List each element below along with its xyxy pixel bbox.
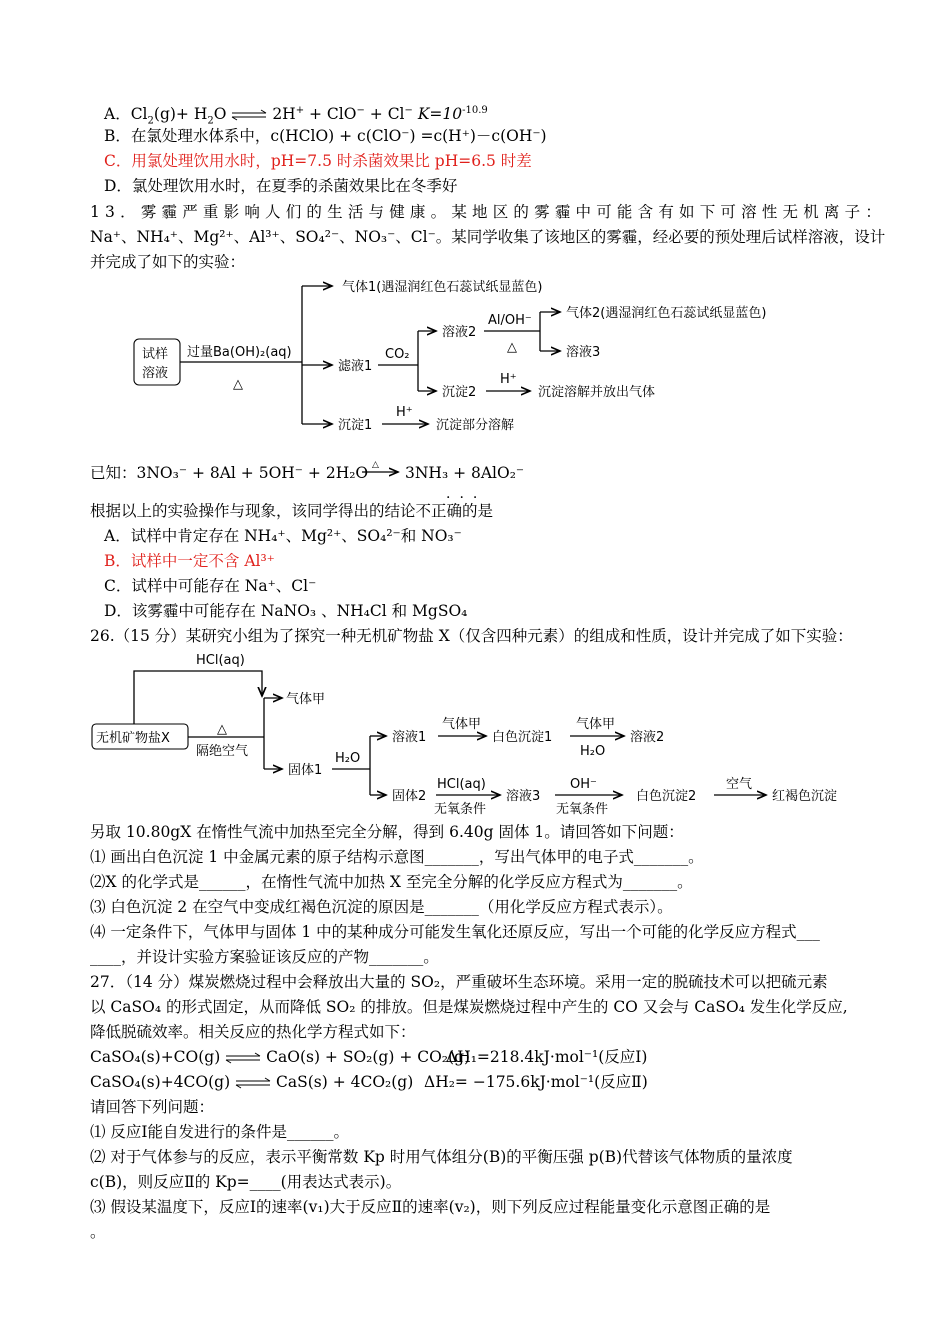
precipitate1-result: 沉淀部分溶解 [436,418,515,433]
anoxic-label-1: 无氧条件 [434,802,487,817]
white-ppt1-label: 白色沉淀1 [492,730,553,745]
h2o-label-2: H₂O [580,744,606,759]
q26-line6: ____，并设计实验方案验证该反应的产物_______。 [90,948,439,966]
equilibrium-arrow-icon [225,1052,261,1064]
heat2-label: △ [507,340,517,355]
q27-line8: ⑶ 假设某温度下，反应Ⅰ的速率(v₁)大于反应Ⅱ的速率(v₂)，则下列反应过程能量变化示意图正确的是 [90,1198,771,1216]
salt-x-label: 无机矿物盐X [96,731,170,746]
heat-label: △ [233,377,243,392]
h-plus-label-1: H⁺ [500,372,517,387]
q27-line9: 。 [90,1223,106,1241]
al-oh-label: Al/OH⁻ [488,313,532,328]
solution3-label-26: 溶液3 [506,789,541,804]
hcl-top-label: HCl(aq) [196,653,245,668]
q12-option-d: D．氯处理饮用水时，在夏季的杀菌效果比在冬季好 [104,177,458,195]
q13-option-b: B．试样中一定不含 Al³⁺ [104,552,275,570]
q12-option-c: C．用氯处理饮用水时，pH=7.5 时杀菌效果比 pH=6.5 时差 [104,152,532,170]
q27-line4: 请回答下列问题： [90,1098,215,1116]
white-ppt2-label: 白色沉淀2 [636,789,697,804]
q26-line3: ⑵X 的化学式是______，在惰性气流中加热 X 至完全分解的化学反应方程式为_______。 [90,873,693,891]
q13-question: 根据以上的实验操作与现象，该同学得出的结论不正确的是 [90,502,494,520]
air-label: 空气 [726,777,753,792]
gas2-label: 气体2(遇湿润红色石蕊试纸显蓝色) [566,306,767,321]
solid2-label: 固体2 [392,789,427,804]
sample-label-2: 溶液 [142,366,169,381]
q12-option-a: A．$Cl_2(g)+ H_2O$ 2H+ + ClO− + Cl− $K=10^{-10.9}$ [104,105,488,127]
red-brown-ppt-label: 红褐色沉淀 [772,789,838,804]
gas-a-label: 气体甲 [286,692,326,707]
q27-line7: c(B)，则反应Ⅱ的 Kp=____(用表达式表示)。 [90,1173,402,1191]
q26-line5: ⑷ 一定条件下，气体甲与固体 1 中的某种成分可能发生氧化还原反应，写出一个可能的化学反应方程式___ [90,923,820,941]
q26-line4: ⑶ 白色沉淀 2 在空气中变成红褐色沉淀的原因是_______（用化学反应方程式表示）。 [90,898,673,916]
solution3-label: 溶液3 [566,345,601,360]
q26-line2: ⑴ 画出白色沉淀 1 中金属元素的原子结构示意图_______，写出气体甲的电子式_______。 [90,848,704,866]
solution2-label-26: 溶液2 [630,730,665,745]
co2-label: CO₂ [385,347,410,362]
q27-line2: 以 CaSO₄ 的形式固定，从而降低 SO₂ 的排放。但是煤炭燃烧过程中产生的 CO 又会与 CaSO₄ 发生化学反应, [90,998,848,1016]
precipitate2-result: 沉淀溶解并放出气体 [538,385,656,400]
reaction1-dh: ΔH₁=218.4kJ·mol⁻¹(反应Ⅰ) [446,1048,648,1066]
q13-known-left: 已知：3NO₃⁻ + 8Al + 5OH⁻ + 2H₂O [90,464,369,482]
precipitate1-label: 沉淀1 [338,418,373,433]
oh-label: OH⁻ [570,777,597,792]
heat-label-26: △ [217,722,227,737]
q13-stem-line3: 并完成了如下的实验： [90,253,246,271]
q26-line1: 另取 10.80gX 在惰性气流中加热至完全分解，得到 6.40g 固体 1。请回答如下问题： [90,823,684,841]
q27-line5: ⑴ 反应Ⅰ能自发进行的条件是______。 [90,1123,350,1141]
solid1-label: 固体1 [288,763,323,778]
h2o-label: H₂O [335,751,361,766]
emphasis-dots: ··· [446,490,487,506]
q13-option-d: D．该雾霾中可能存在 NaNO₃ 、NH₄Cl 和 MgSO₄ [104,602,468,620]
gas-a-label-3: 气体甲 [576,717,616,732]
known-arrow-heat: △ [372,460,379,470]
precipitate2-label: 沉淀2 [442,385,477,400]
q27-line1: 27．（14 分）煤炭燃烧过程中会释放出大量的 SO₂，严重破坏生态环境。采用一定的脱硫技术可以把硫元素 [90,973,828,991]
filtrate1-label: 滤液1 [338,359,373,374]
isolate-air-label: 隔绝空气 [196,744,249,759]
q27-line3: 降低脱硫效率。相关反应的热化学方程式如下： [90,1023,416,1041]
q13-stem-line2: Na⁺、NH₄⁺、Mg²⁺、Al³⁺、SO₄²⁻、NO₃⁻、Cl⁻。某同学收集了该地区的雾霾，经必要的预处理后试样溶液，设计 [90,228,886,246]
q13-known-right: 3NH₃ + 8AlO₂⁻ [405,464,525,482]
gas1-label: 气体1(遇湿润红色石蕊试纸显蓝色) [342,280,543,295]
q13-option-c: C．试样中可能存在 Na⁺、Cl⁻ [104,577,317,595]
hcl-label-2: HCl(aq) [437,777,486,792]
q27-line6: ⑵ 对于气体参与的反应，表示平衡常数 Kp 时用气体组分(B)的平衡压强 p(B)代替该气体物质的量浓度 [90,1148,793,1166]
q13-stem-line1: 13．雾霾严重影响人们的生活与健康。某地区的雾霾中可能含有如下可溶性无机离子： [90,203,887,221]
solution1-label: 溶液1 [392,730,427,745]
reagent-label: 过量Ba(OH)₂(aq) [187,345,292,360]
reaction2: CaSO₄(s)+4CO(g) CaS(s) + 4CO₂(g) [90,1073,414,1091]
reaction2-dh: ΔH₂= −175.6kJ·mol⁻¹(反应Ⅱ) [424,1073,648,1091]
h-plus-label-2: H⁺ [396,405,413,420]
solution2-label: 溶液2 [442,325,477,340]
anoxic-label-2: 无氧条件 [556,802,609,817]
sample-label-1: 试样 [142,347,169,362]
q12-option-b: B．在氯处理水体系中，c(HClO) + c(ClO⁻) =c(H⁺)－c(OH⁻) [104,127,547,145]
q26-stem: 26.（15 分）某研究小组为了探究一种无机矿物盐 X（仅含四种元素）的组成和性质，设计并完成了如下实验： [90,627,853,645]
gas-a-label-2: 气体甲 [442,717,482,732]
equilibrium-arrow-icon [235,1077,271,1089]
q13-option-a: A．试样中肯定存在 NH₄⁺、Mg²⁺、SO₄²⁻和 NO₃⁻ [104,527,462,545]
reaction1: CaSO₄(s)+CO(g) CaO(s) + SO₂(g) + CO₂(g) [90,1048,471,1066]
